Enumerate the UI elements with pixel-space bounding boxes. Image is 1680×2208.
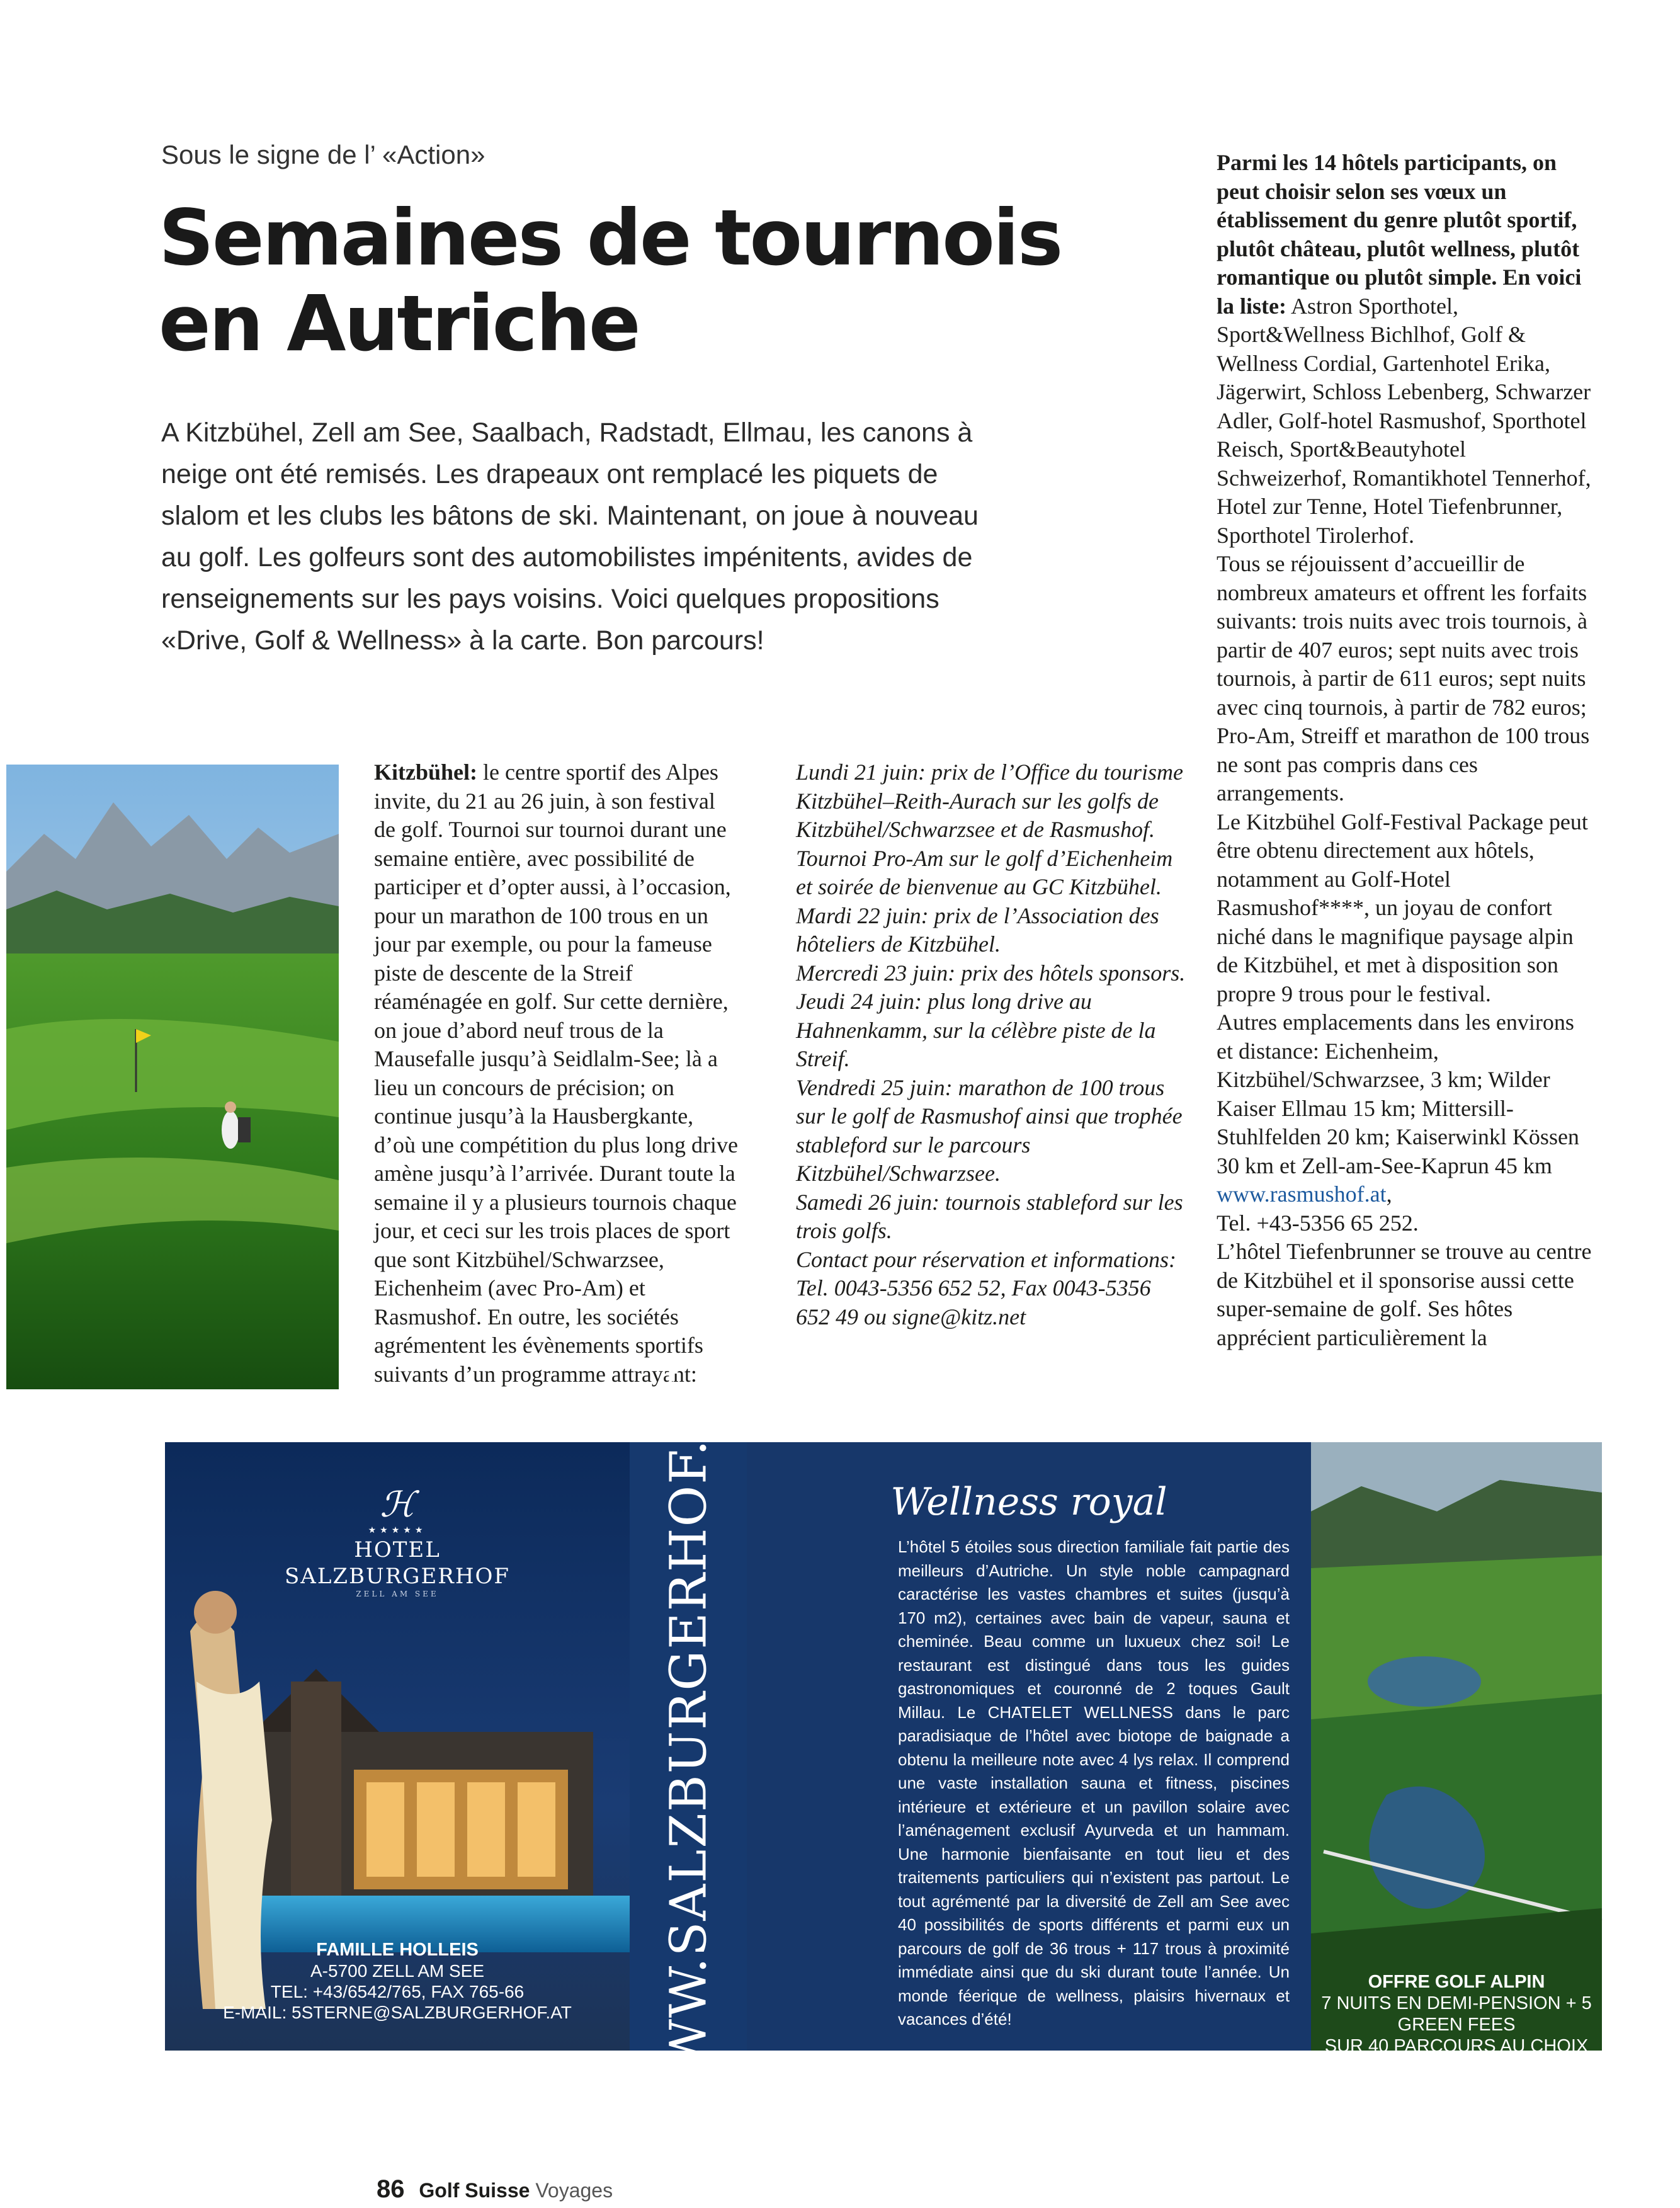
column1-lead-word: Kitzbühel: (374, 760, 478, 785)
golf-landscape-photo (6, 765, 339, 1389)
hotel-monogram: ℋ (380, 1484, 415, 1525)
hotel-contact (165, 1940, 630, 2023)
magazine-name: Golf Suisse (419, 2179, 530, 2202)
offer-line1: 7 NUITS EN DEMI-PENSION + 5 GREEN FEES (1321, 1993, 1592, 2035)
hotel-logo (165, 1486, 630, 1598)
ad-golf-photo (1311, 1442, 1602, 2051)
column1-body: le centre sportif des Alpes invite, du 21 au 26 juin, à son festival de golf. Tournoi sur tournoi durant une semaine entière, avec possibilité de participer et d’opter aussi, à l’occasion, pour un marathon de 100 trous en un jour par exemple, ou pour la fameuse piste de descente de la Streif réaménagée en golf. Sur cette dernière, on joue d’abord neuf trous de la Mausefalle jusqu’à Seidlalm-See; là a lieu un concours de précision; on continue jusqu’à la Hausbergkante, d’où une compétition du plus long drive amène jusqu’à l’arrivée. Durant toute la semaine il y a plusieurs tournois chaque jour, et ceci sur les trois places de sport que sont Kitzbühel/Schwarzsee, Eichenheim (avec Pro-Am) et Rasmushof. En outre, les sociétés agrémentent les évènements sportifs suivants d’un programme attrayant: (374, 760, 738, 1387)
hotel-stars: ★★★★★ (368, 1525, 427, 1535)
rasmushof-link[interactable]: www.rasmushof.at (1217, 1181, 1387, 1207)
page-footer (377, 2175, 613, 2204)
article-title-line1: Semaines de tournois (159, 193, 1062, 283)
column3-intro-bold: Parmi les 14 hôtels participants, on peut choisir selon ses vœux un établissement du genre plutôt sportif, plutôt château, plutôt wellness, plutôt romantique ou plutôt simple. En voici la liste: (1217, 150, 1582, 319)
column3-paragraph: Tous se réjouissent d’accueillir de nombreux amateurs et offrent les forfaits suivants: trois nuits avec trois tournois, à partir de 407 euros; sept nuits avec trois tournois, à partir de 611 euros; sept nuits avec cinq tournois, à partir de 782 euros; Pro-Am, Streiff et marathon de 100 trous ne sont pas compris dans ces arrangements. (1217, 551, 1590, 805)
salzburgerhof-ad (165, 1369, 1602, 2124)
magazine-section: Voyages (535, 2179, 613, 2202)
column3-paragraph: L’hôtel Tiefenbrunner se trouve au centre de Kitzbühel et il sponsorise aussi cette super-semaine de golf. Ses hôtes apprécient particulièrement la (1217, 1239, 1592, 1350)
contact-family: FAMILLE HOLLEIS (316, 1940, 479, 1960)
column3-tel: Tel. +43-5356 65 252. (1217, 1210, 1419, 1236)
hotel-name-line1: HOTEL (354, 1537, 441, 1562)
offer-line3: À PARTIR DE EUROS 900.- PAR PERSONNE (1320, 2057, 1592, 2099)
article-title (159, 195, 1166, 367)
wellness-title: Wellness royal (890, 1480, 1167, 1524)
article-kicker: Sous le signe de l’ «Action» (161, 140, 485, 169)
hotel-name-line2: SALZBURGERHOF (285, 1564, 510, 1589)
schedule-line: Jeudi 24 juin: plus long drive au Hahnenkamm, sur la célèbre piste de la Streif. (796, 989, 1156, 1071)
article-column-3 (1217, 149, 1594, 1352)
offer-title: OFFRE GOLF ALPIN (1368, 1972, 1545, 1992)
schedule-line: Vendredi 25 juin: marathon de 100 trous sur le golf de Rasmushof ainsi que trophée stableford sur le parcours Kitzbühel/Schwarzsee. (796, 1074, 1183, 1186)
column1-paragraph (374, 758, 739, 1389)
wellness-panel (747, 1442, 1311, 2051)
contact-address: A-5700 ZELL AM SEE (310, 1961, 484, 1981)
ad-url-band (630, 1369, 747, 2124)
hotel-location: ZELL AM SEE (356, 1590, 439, 1598)
schedule-line: Mardi 22 juin: prix de l’Association des hôteliers de Kitzbühel. (796, 902, 1159, 957)
hotel-url[interactable]: WWW.SALZBURGERHOF.AT (659, 1369, 718, 2124)
column3-hotel-list: Astron Sporthotel, Sport&Wellness Bichlhof, Golf & Wellness Cordial, Gartenhotel Erika, Jägerwirt, Schloss Lebenberg, Schwarzer Adler, Golf-hotel Rasmushof, Sporthotel Reisch, Sport&Beautyhotel Schweizerhof, Romantikhotel Tennerhof, Hotel zur Tenne, Hotel Tiefenbrunner, Sporthotel Tirolerhof. (1217, 293, 1591, 548)
page-number: 86 (377, 2175, 405, 2203)
column3-comma: , (1386, 1181, 1392, 1207)
article-lead: A Kitzbühel, Zell am See, Saalbach, Radstadt, Ellmau, les canons à neige ont été remisés. Les drapeaux ont remplacé les piquets de slalom et les clubs les bâtons de ski. Maintenant, on joue à nouveau au golf. Les golfeurs sont des automobilistes impénitents, avides de renseignements sur les pays voisins. Voici quelques propositions «Drive, Golf & Wellness» à la carte. Bon parcours! (161, 418, 979, 656)
article-column-1 (374, 758, 739, 1389)
column3-paragraph: Le Kitzbühel Golf-Festival Package peut être obtenu directement aux hôtels, notamment au Golf-Hotel Rasmushof****, un joyau de confort niché dans le magnifique paysage alpin de Kitzbühel, et met à disposition son propre 9 trous pour le festival. (1217, 809, 1588, 1006)
column3-paragraph (1217, 1008, 1594, 1238)
contact-tel: TEL: +43/6542/765, FAX 765-66 (270, 1982, 525, 2001)
schedule-line: Samedi 26 juin: tournois stableford sur les trois golfs. (796, 1189, 1183, 1243)
contact-line: Contact pour réservation et informations: Tel. 0043-5356 652 52, Fax 0043-5356 652 49 ou signe@kitz.net (796, 1246, 1176, 1329)
offer-line2: SUR 40 PARCOURS AU CHOIX (1324, 2036, 1589, 2056)
column3-locations: Autres emplacements dans les environs et distance: Eichenheim, Kitzbühel/Schwarzsee, 3 km; Wilder Kaiser Ellmau 15 km; Mittersill-Stuhlfelden 20 km; Kaiserwinkl Kössen 30 km et Zell-am-See-Kaprun 45 km (1217, 1010, 1579, 1178)
golf-offer (1311, 1971, 1602, 2100)
column3-intro (1217, 149, 1594, 550)
contact-email[interactable]: E-MAIL: 5STERNE@SALZBURGERHOF.AT (223, 2003, 572, 2022)
wellness-text: L’hôtel 5 étoiles sous direction familiale fait partie des meilleurs d’Autriche. Un style noble campagnard caractérise les vastes chambres et suites (jusqu’à 170 m2), certaines avec bain de vapeur, sauna et cheminée. Beau comme un luxueux chez soi! Le restaurant est distingué dans tous les guides gastronomiques et couronné de 2 toques Gault Millau. Le CHATELET WELLNESS dans le parc paradisiaque de l’hôtel avec biotope de baignade a obtenu la meilleure note avec 4 lys relax. Il comprend une vaste installation sauna et fitness, piscines intérieure et extérieure et un pavillon solaire avec l’aménagement exclusif Ayurveda et un hammam. Une harmonie bienfaisante en tout lieu et des traitements particuliers qui n’existent pas partout. Le tout agrémenté par la diversité de Zell am See avec 40 possibilités de sports différents et parmi eux un parcours de golf de 36 trous + 117 trous à proximité immédiate ainsi que du ski durant toute l’année. Un monde féerique de wellness, plaisirs hivernaux et vacances d’été! (898, 1537, 1290, 2029)
article-column-2 (796, 758, 1190, 1331)
schedule-line: Mercredi 23 juin: prix des hôtels sponsors. (796, 960, 1186, 986)
schedule-line: Lundi 21 juin: prix de l’Office du tourisme Kitzbühel–Reith-Aurach sur les golfs de Kitzbühel/Schwarzsee et de Rasmushof. Tournoi Pro-Am sur le golf d’Eichenheim et soirée de bienvenue au GC Kitzbühel. (796, 760, 1183, 899)
article-title-line2: en Autriche (159, 279, 639, 368)
